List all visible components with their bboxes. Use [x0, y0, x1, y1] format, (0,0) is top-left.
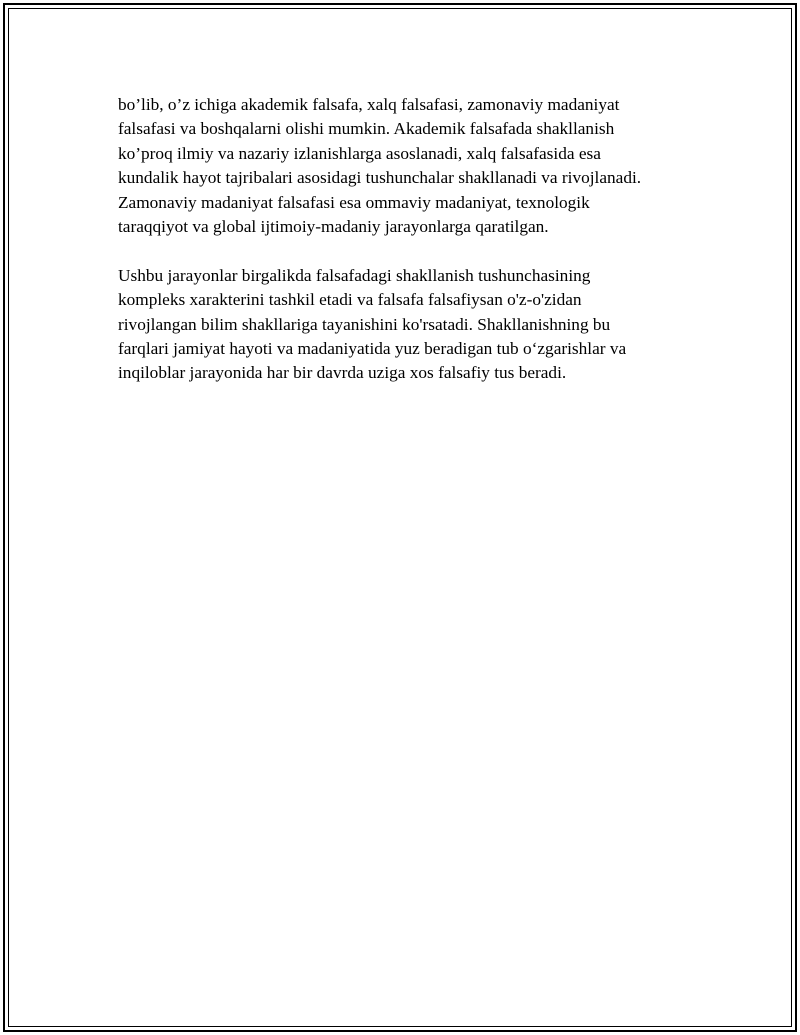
- paragraph-2: Ushbu jarayonlar birgalikda falsafadagi shakllanish tushunchasining kompleks xarakterini tashkil etadi va falsafa falsafiysan o'z-o'zidan rivojlangan bilim shakllariga tayanishini ko'rsatadi. Shakllanishning bu farqlari jamiyat hayoti va madaniyatida yuz beradigan tub o‘zgarishlar va inqiloblar jarayonida har bir davrda uziga xos falsafiy tus beradi.: [118, 265, 627, 383]
- document-body: [118, 93, 698, 410]
- paragraph-1: bo’lib, o’z ichiga akademik falsafa, xalq falsafasi, zamonaviy madaniyat falsafasi va boshqalarni olishi mumkin. Akademik falsafada shakllanish ko’proq ilmiy va nazariy izlanishlarga asoslanadi, xalq falsafasida esa kundalik hayot tajribalari asosidagi tushunchalar shakllanadi va rivojlanadi. Zamonaviy madaniyat falsafasi esa ommaviy madaniyat, texnologik taraqqiyot va global ijtimoiy-madaniy jarayonlarga qaratilgan.: [118, 95, 642, 237]
